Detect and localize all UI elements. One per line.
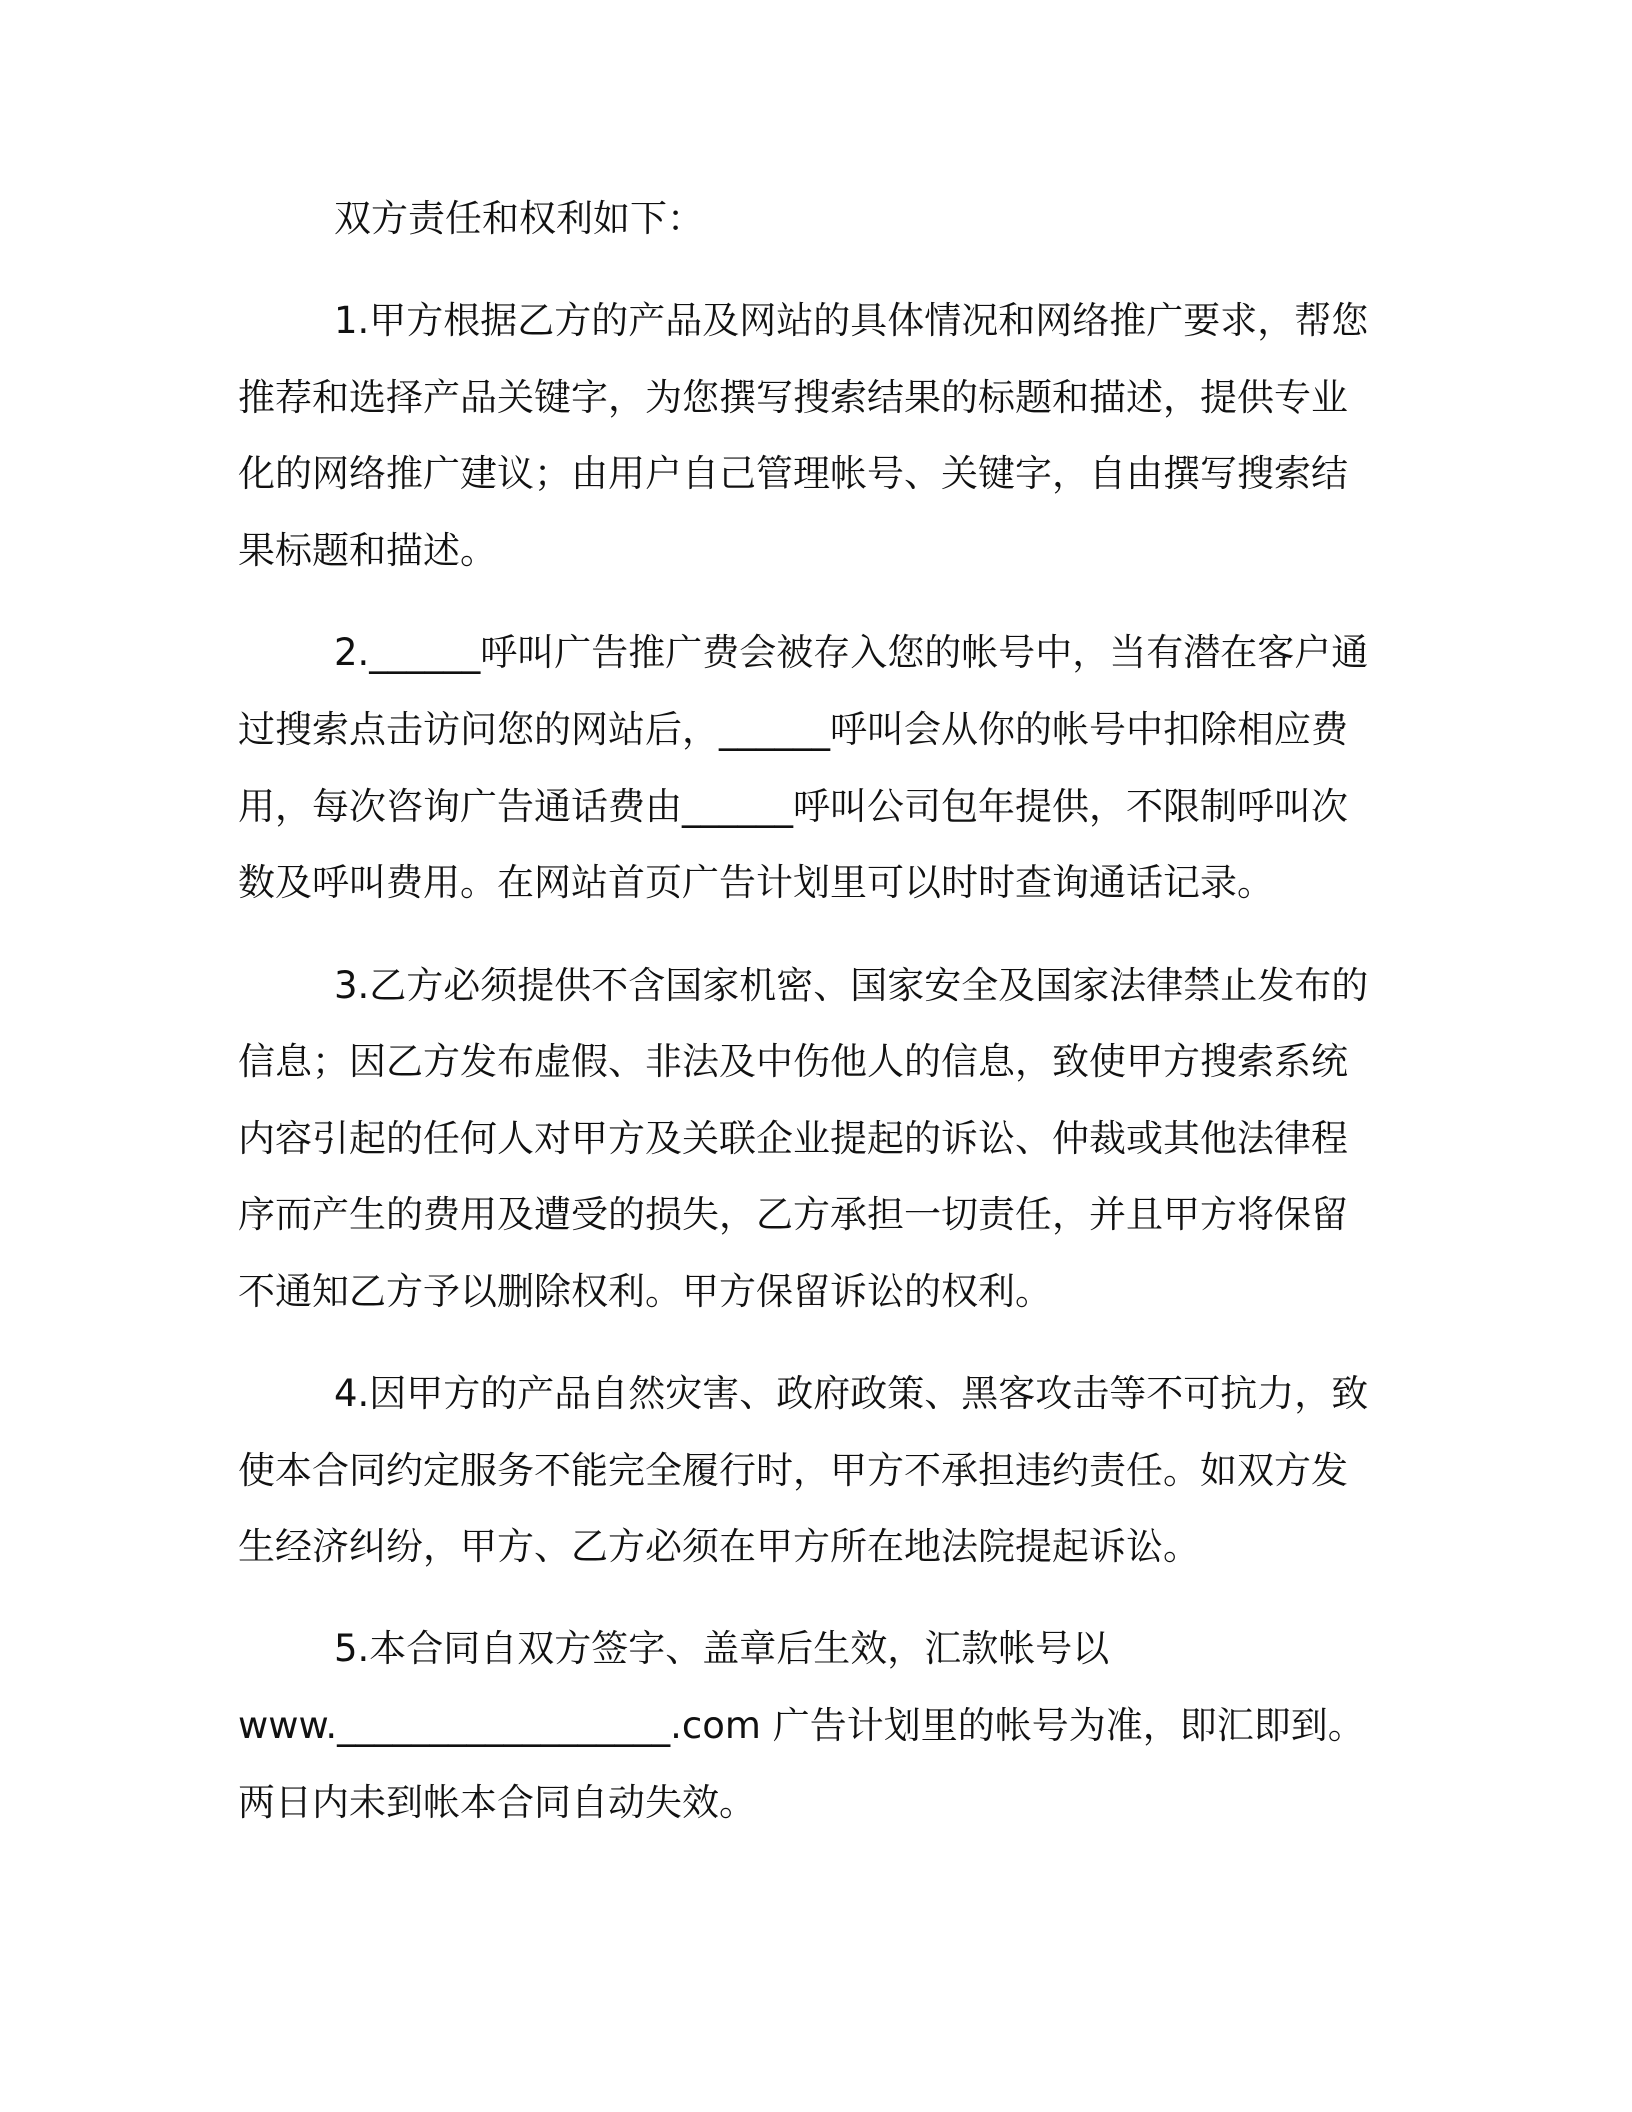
clause-1-line-1: 1.甲方根据乙方的产品及网站的具体情况和网络推广要求，帮您: [334, 299, 1369, 342]
clause-4-line-2: 使本合同约定服务不能完全履行时，甲方不承担违约责任。如双方发: [238, 1449, 1348, 1492]
clause-4-line-1: 4.因甲方的产品自然灾害、政府政策、黑客攻击等不可抗力，致: [334, 1372, 1369, 1415]
clause-2-line-3: 用，每次咨询广告通话费由______呼叫公司包年提供，不限制呼叫次: [238, 785, 1348, 828]
clause-3-line-2: 信息；因乙方发布虚假、非法及中伤他人的信息，致使甲方搜索系统: [238, 1040, 1348, 1083]
clause-1-line-3: 化的网络推广建议；由用户自己管理帐号、关键字，自由撰写搜索结: [238, 452, 1348, 495]
clause-2-line-2: 过搜索点击访问您的网站后，______呼叫会从你的帐号中扣除相应费: [238, 708, 1348, 751]
clause-2-line-1: 2.______呼叫广告推广费会被存入您的帐号中，当有潜在客户通: [334, 631, 1369, 674]
clause-5-line-1: 5.本合同自双方签字、盖章后生效，汇款帐号以: [334, 1627, 1110, 1670]
clause-4-line-3: 生经济纠纷，甲方、乙方必须在甲方所在地法院提起诉讼。: [238, 1525, 1200, 1568]
clause-3-line-4: 序而产生的费用及遭受的损失，乙方承担一切责任，并且甲方将保留: [238, 1193, 1348, 1236]
clause-2-line-4: 数及呼叫费用。在网站首页广告计划里可以时时查询通话记录。: [238, 861, 1274, 904]
clause-1-line-4: 果标题和描述。: [238, 529, 497, 572]
clause-3-line-1: 3.乙方必须提供不含国家机密、国家安全及国家法律禁止发布的: [334, 964, 1369, 1007]
document-heading: 双方责任和权利如下：: [334, 197, 704, 240]
clause-3-line-5: 不通知乙方予以删除权利。甲方保留诉讼的权利。: [238, 1270, 1052, 1313]
clause-5-line-2: www.__________________.com 广告计划里的帐号为准，即汇即到。: [238, 1704, 1365, 1747]
clause-1-line-2: 推荐和选择产品关键字，为您撰写搜索结果的标题和描述，提供专业: [238, 376, 1348, 419]
clause-5-line-3: 两日内未到帐本合同自动失效。: [238, 1781, 756, 1824]
clause-3-line-3: 内容引起的任何人对甲方及关联企业提起的诉讼、仲裁或其他法律程: [238, 1117, 1348, 1160]
